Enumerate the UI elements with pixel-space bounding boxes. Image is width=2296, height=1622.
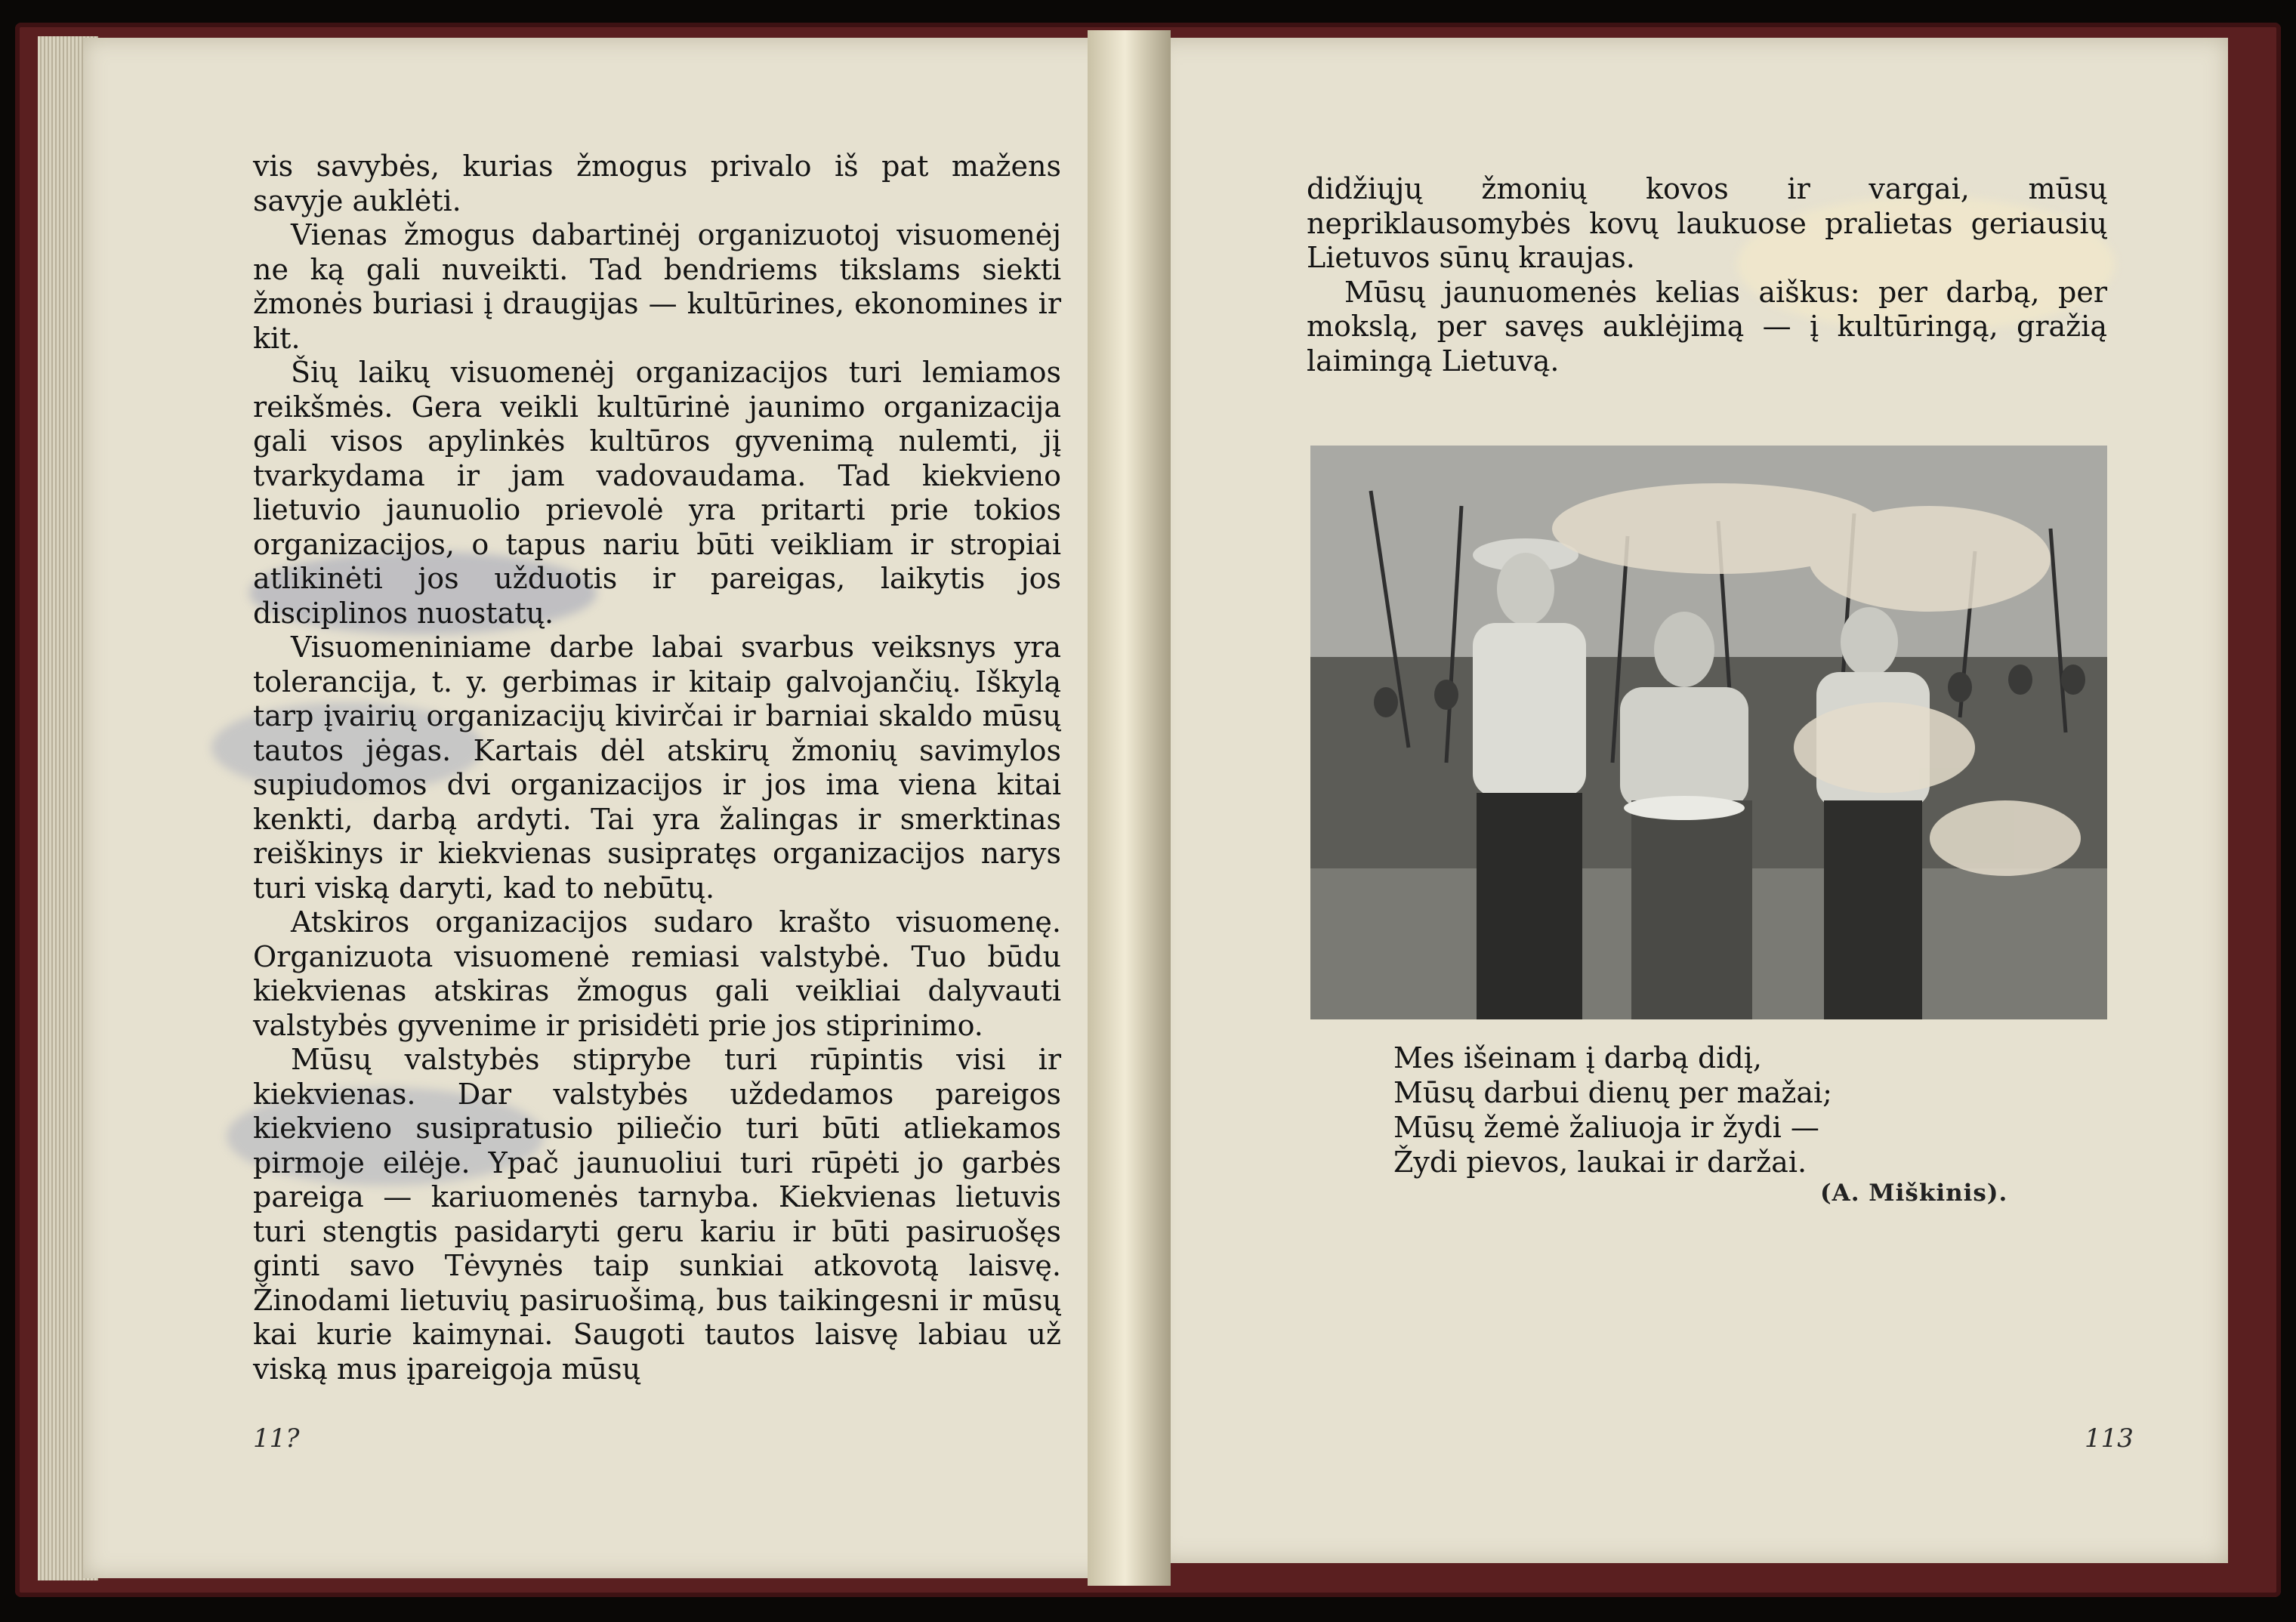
paragraph: Mūsų jaunuomenės kelias aiškus: per darbą, per mokslą, per savęs auklėjimą — į kultūringą, gražią laimingą Lietuvą. [1307, 275, 2107, 378]
poem-line: Žydi pievos, laukai ir daržai. [1393, 1146, 1807, 1179]
photo-harvest-festival [1310, 446, 2107, 1019]
poem-line: Mūsų žemė žaliuoja ir žydi — [1393, 1111, 1819, 1144]
photo-illustration [1310, 446, 2107, 1019]
poem-line: Mūsų darbui dienų per mažai; [1393, 1076, 1832, 1109]
paragraph: Šių laikų visuomenėj organizacijos turi lemiamos reikšmės. Gera veikli kultūrinė jaunimo organizacija gali visos apylinkės kultūros gyvenimą nulemti, jį tvarkydama ir jam vadovaudama. Tad kiekvieno lietuvio jaunuolio prievolė yra pritarti prie tokios organizacijos, o tapus nariu būti veikliam ir stropiai atlikinėti jos užduotis ir pareigas, laikytis jos disciplinos nuostatų. [253, 356, 1061, 630]
left-page-text [253, 150, 1061, 1386]
paragraph: didžiųjų žmonių kovos ir vargai, mūsų nepriklausomybės kovų laukuose pralietas geriausių Lietuvos sūnų kraujas. [1307, 172, 2107, 274]
paragraph: Visuomeniniame darbe labai svarbus veiksnys yra tolerancija, t. y. gerbimas ir kitaip galvojančių. Iškylą tarp įvairių organizacijų kivirčai ir barniai skaldo mūsų tautos jėgas. Kartais dėl atskirų žmonių savimylos supiudomos dvi organizacijos ir jos ima viena kitai kenkti, darbą ardyti. Tai yra žalingas ir smerktinas reiškinys ir kiekvienas susipratęs organizacijos narys turi viską daryti, kad to nebūtų. [253, 631, 1061, 905]
paragraph: Vienas žmogus dabartinėj organizuotoj visuomenėj ne ką gali nuveikti. Tad bendriems tikslams siekti žmonės buriasi į draugijas — kultūrines, ekonomines ir kit. [253, 218, 1061, 355]
page-number-left: 11? [253, 1423, 300, 1454]
book-gutter [1088, 30, 1171, 1586]
paragraph: Mūsų valstybės stiprybe turi rūpintis visi ir kiekvienas. Dar valstybės uždedamos pareigos kiekvieno susipratusio piliečio turi būti atliekamos pirmoje eilėje. Ypač jaunuoliui turi rūpėti jo garbės pareiga — kariuomenės tarnyba. Kiekvienas lietuvis turi stengtis pasidaryti geru kariu ir būti pasiruošęs ginti savo Tėvynės taip sunkiai atkovotą laisvę. Žinodami lietuvių pasiruošimą, bus taikingesni ir mūsų kai kurie kaimynai. Saugoti tautos laisvę labiau už viską mus įpareigoja mūsų [253, 1043, 1061, 1386]
right-page-text [1307, 172, 2107, 378]
paragraph: Atskiros organizacijos sudaro krašto visuomenę. Organizuota visuomenė remiasi valstybė. Tuo būdu kiekvienas atskiras žmogus gali veikliai dalyvauti valstybės gyvenime ir prisidėti prie jos stiprinimo. [253, 905, 1061, 1042]
paragraph: vis savybės, kurias žmogus privalo iš pat mažens savyje auklėti. [253, 150, 1061, 217]
poem [1393, 1041, 1832, 1179]
poem-line: Mes išeinam į darbą didį, [1393, 1041, 1762, 1075]
page-number-right: 113 [2085, 1423, 2134, 1454]
poem-attribution: (A. Miškinis). [1820, 1179, 2008, 1207]
